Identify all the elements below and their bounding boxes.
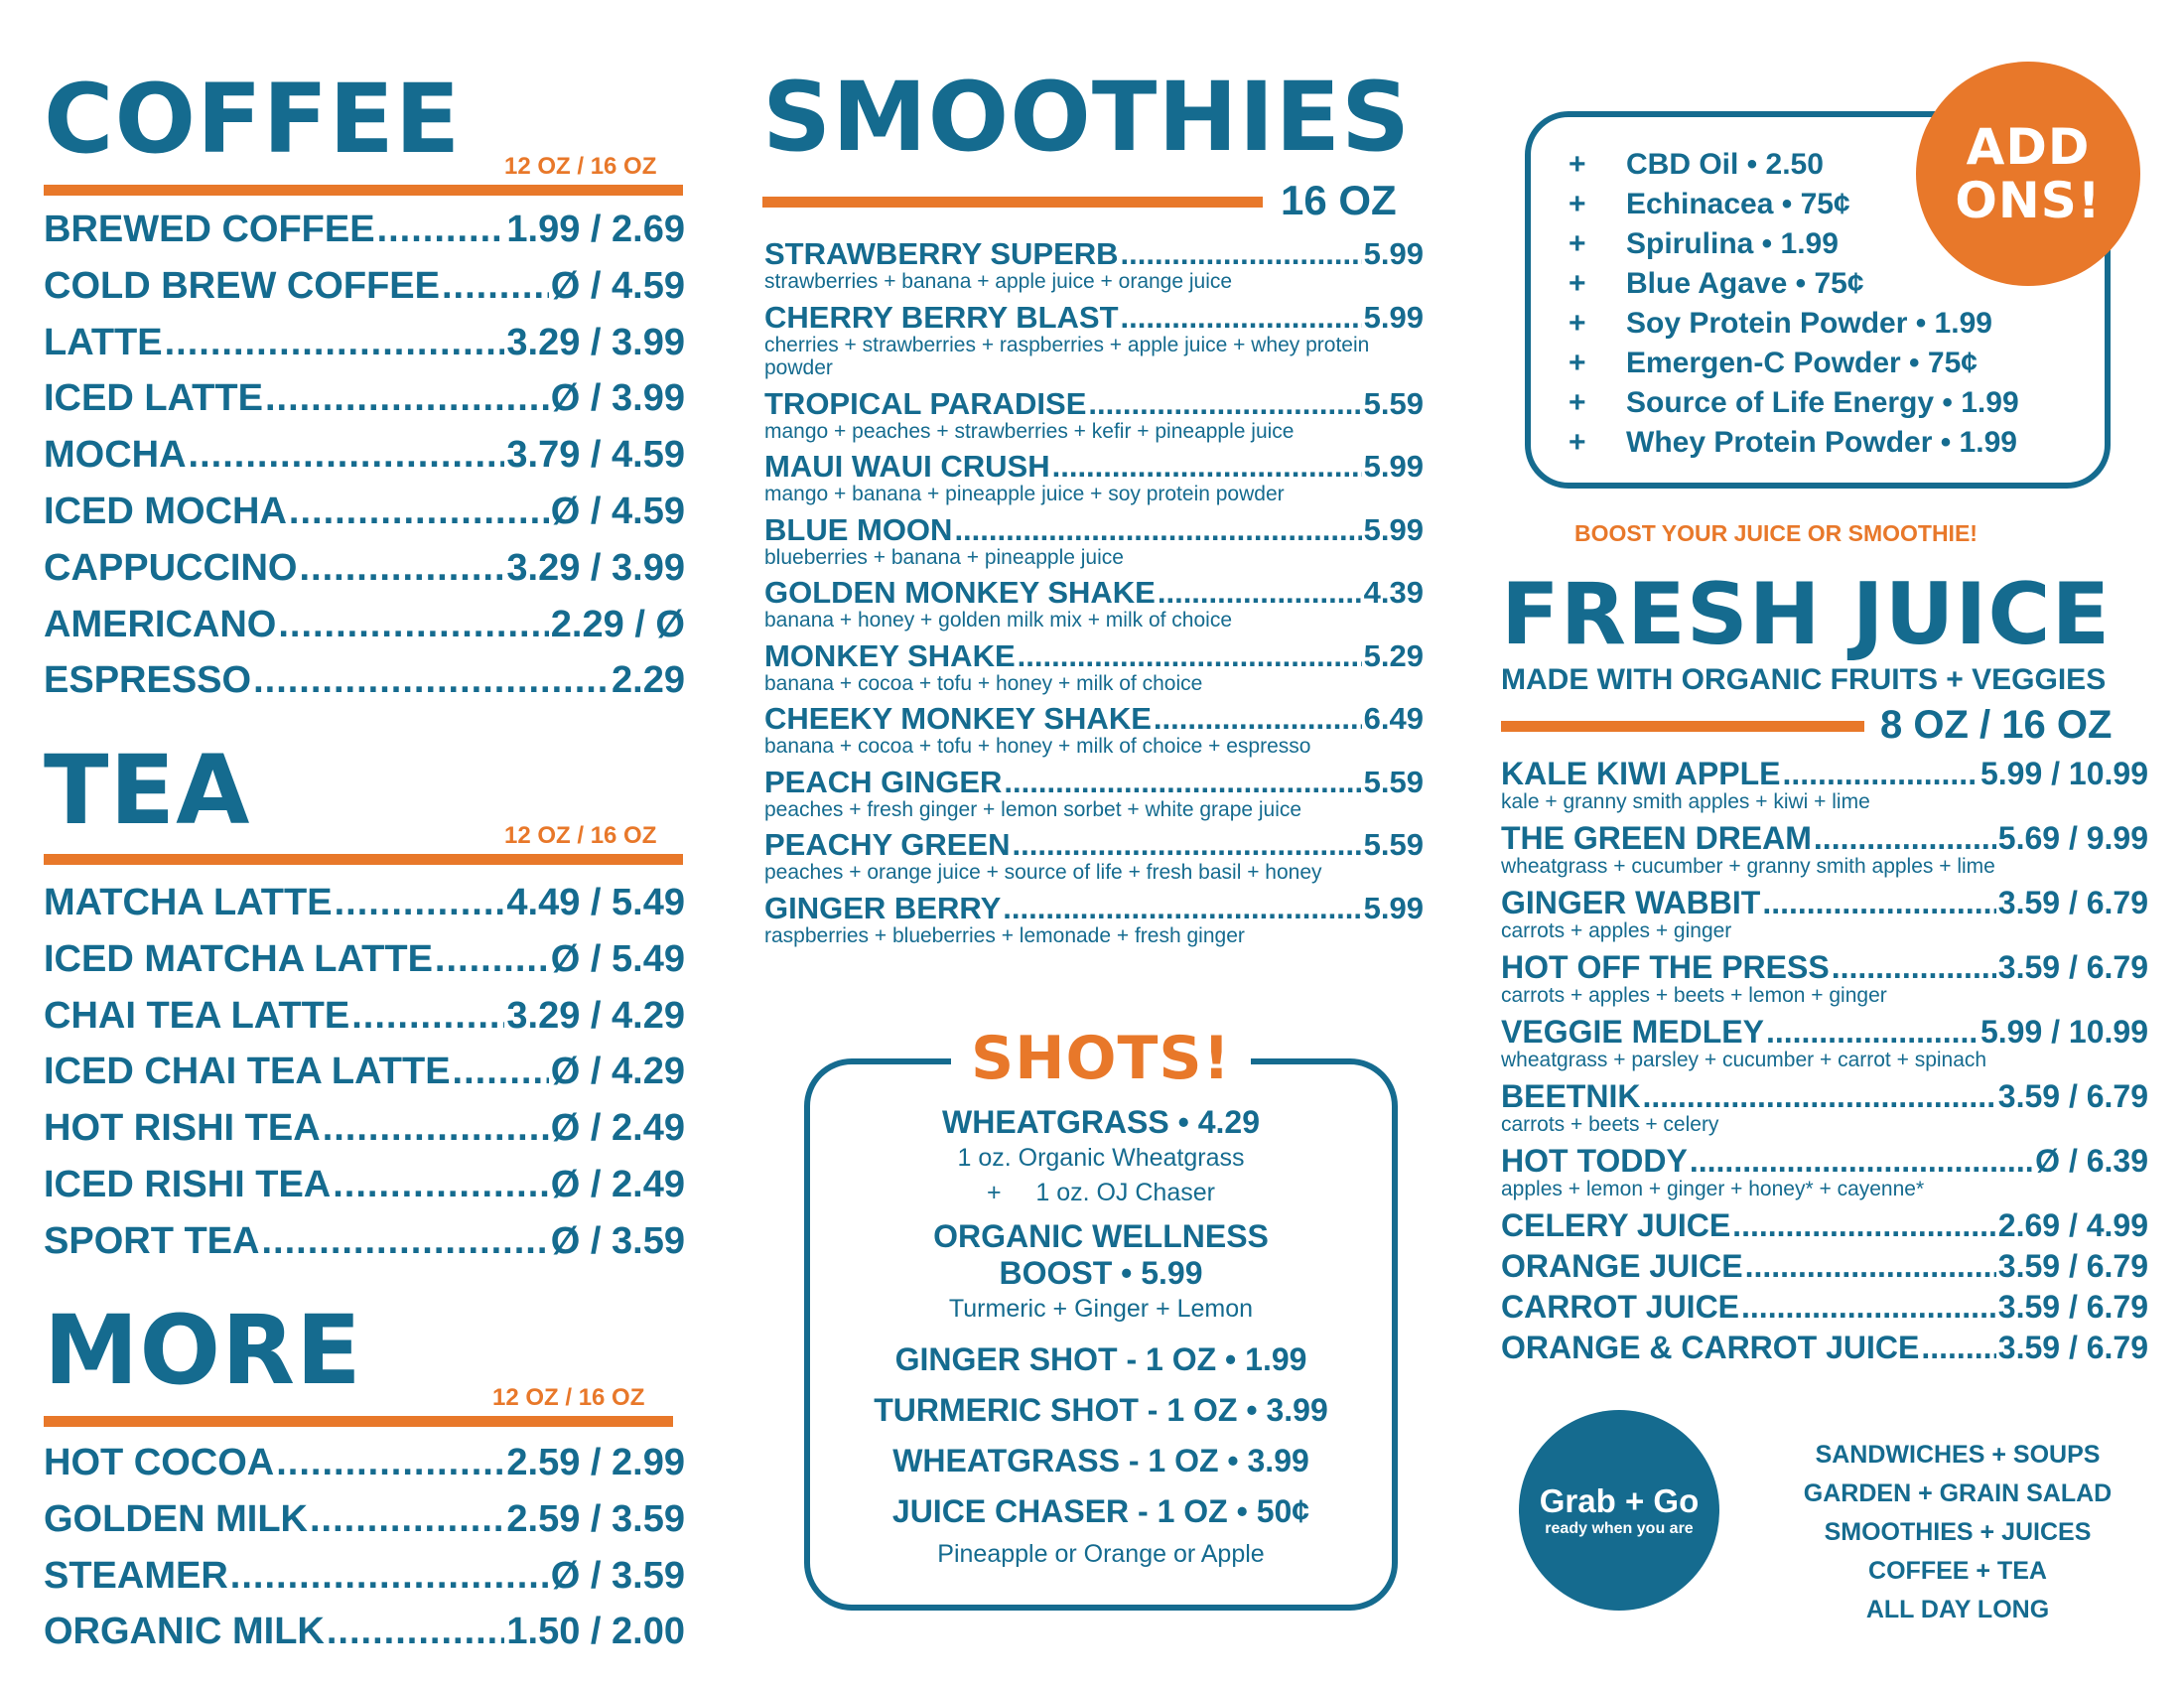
menu-item: ICED MATCHA LATTE ..... Ø / 5.49 (44, 938, 685, 995)
juice-chaser-shot: JUICE CHASER - 1 OZ • 50¢ (891, 1493, 1310, 1529)
tea-divider (44, 854, 683, 865)
smoothie-item: PEACHY GREEN ..... 5.59 peaches + orange juice + source of life + fresh basil + honey (764, 829, 1424, 893)
menu-item: HOT RISHI TEA ..... Ø / 2.49 (44, 1107, 685, 1164)
more-divider (44, 1416, 673, 1427)
smoothies-divider (762, 197, 1263, 208)
shots-heading: SHOTS! (971, 1024, 1231, 1093)
menu-item: MATCHA LATTE ..... 4.49 / 5.49 (44, 882, 685, 938)
tea-size-label: 12 OZ / 16 OZ (504, 822, 657, 849)
addon-item: + Source of Life Energy • 1.99 (1569, 386, 2019, 419)
juice-item: KALE KIWI APPLE ..... 5.99 / 10.99 kale + granny smith apples + kiwi + lime (1501, 757, 2148, 821)
grab-item: COFFEE + TEA (1868, 1557, 2047, 1585)
coffee-list (44, 209, 685, 716)
juice-list (1501, 757, 2148, 1371)
addon-item: + Echinacea • 75¢ (1569, 188, 1850, 220)
smoothie-item: PEACH GINGER ..... 5.59 peaches + fresh ginger + lemon sorbet + white grape juice (764, 767, 1424, 830)
smoothie-item: BLUE MOON ..... 5.99 blueberries + banana + pineapple juice (764, 514, 1424, 578)
fresh-juice-size-label: 8 OZ / 16 OZ (1880, 703, 2113, 747)
menu-item: CAPPUCCINO ..... 3.29 / 3.99 (44, 547, 685, 604)
addon-item: + Spirulina • 1.99 (1569, 227, 1839, 260)
menu-item: GOLDEN MILK ..... 2.59 / 3.59 (44, 1498, 685, 1555)
wellness-boost-line2: BOOST • 5.99 (999, 1255, 1203, 1291)
shots-title-wrap (951, 1021, 1251, 1096)
menu-item: BREWED COFFEE ..... 1.99 / 2.69 (44, 209, 685, 265)
wellness-boost-desc: Turmeric + Ginger + Lemon (948, 1295, 1254, 1323)
menu-item: ICED CHAI TEA LATTE ..... Ø / 4.29 (44, 1051, 685, 1107)
fresh-juice-heading: FRESH JUICE (1501, 565, 2112, 664)
grab-item: ALL DAY LONG (1865, 1596, 2050, 1623)
wheatgrass-shot-title: WHEATGRASS • 4.29 (942, 1104, 1260, 1140)
juice-item: HOT TODDY ..... Ø / 6.39 apples + lemon + ginger + honey* + cayenne* (1501, 1144, 2148, 1208)
fresh-juice-subtitle: MADE WITH ORGANIC FRUITS + VEGGIES (1501, 663, 2107, 696)
addon-item: + Emergen-C Powder • 75¢ (1569, 347, 1978, 379)
smoothie-item: TROPICAL PARADISE ..... 5.59 mango + peaches + strawberries + kefir + pineapple juice (764, 388, 1424, 452)
menu-item: HOT COCOA ..... 2.59 / 2.99 (44, 1442, 685, 1498)
wheatgrass-shot-chaser: + 1 oz. OJ Chaser (987, 1179, 1215, 1206)
smoothie-item: CHEEKY MONKEY SHAKE ..... 6.49 banana + cocoa + tofu + honey + milk of choice + espresso (764, 703, 1424, 767)
grab-item: SANDWICHES + SOUPS (1815, 1441, 2101, 1469)
menu-item: CHAI TEA LATTE ..... 3.29 / 4.29 (44, 995, 685, 1052)
menu-item: ESPRESSO ..... 2.29 (44, 659, 685, 716)
menu-item: COLD BREW COFFEE ..... Ø / 4.59 (44, 265, 685, 322)
menu-item: STEAMER ..... Ø / 3.59 (44, 1555, 685, 1612)
smoothie-item: STRAWBERRY SUPERB ..... 5.99 strawberries + banana + apple juice + orange juice (764, 238, 1424, 302)
tea-list (44, 882, 685, 1277)
coffee-heading: COFFEE (44, 64, 462, 175)
smoothie-item: MAUI WAUI CRUSH ..... 5.99 mango + banana + pineapple juice + soy protein powder (764, 451, 1424, 514)
juice-item: HOT OFF THE PRESS ..... 3.59 / 6.79 carrots + apples + beets + lemon + ginger (1501, 950, 2148, 1015)
addon-item: + Soy Protein Powder • 1.99 (1569, 307, 1992, 340)
juice-item: VEGGIE MEDLEY ..... 5.99 / 10.99 wheatgrass + parsley + cucumber + carrot + spinach (1501, 1015, 2148, 1079)
menu-item: ICED LATTE ..... Ø / 3.99 (44, 377, 685, 434)
smoothies-size-label: 16 OZ (1281, 177, 1397, 223)
grab-item: GARDEN + GRAIN SALAD (1803, 1479, 2113, 1507)
addon-item: + Blue Agave • 75¢ (1569, 267, 1864, 300)
juice-item: ORANGE JUICE ..... 3.59 / 6.79 (1501, 1249, 2148, 1290)
menu-item: ICED RISHI TEA ..... Ø / 2.49 (44, 1164, 685, 1220)
more-size-label: 12 OZ / 16 OZ (492, 1384, 645, 1411)
smoothie-item: GINGER BERRY ..... 5.99 raspberries + blueberries + lemonade + fresh ginger (764, 893, 1424, 956)
ginger-shot: GINGER SHOT - 1 OZ • 1.99 (894, 1341, 1307, 1377)
addons-badge: ADD ONS! (1916, 62, 2140, 286)
grab-item: SMOOTHIES + JUICES (1824, 1518, 2092, 1546)
menu-item: LATTE ..... 3.29 / 3.99 (44, 322, 685, 378)
smoothie-item: CHERRY BERRY BLAST ..... 5.99 cherries + strawberries + raspberries + apple juice + whey protein powder (764, 302, 1424, 388)
fresh-juice-divider (1501, 721, 1864, 732)
menu-item: ICED MOCHA ..... Ø / 4.59 (44, 491, 685, 547)
smoothie-list (764, 238, 1424, 955)
tea-heading: TEA (44, 735, 251, 846)
juice-item: GINGER WABBIT ..... 3.59 / 6.79 carrots + apples + ginger (1501, 886, 2148, 950)
juice-item: CELERY JUICE ..... 2.69 / 4.99 (1501, 1208, 2148, 1249)
menu-item: MOCHA ..... 3.79 / 4.59 (44, 434, 685, 491)
juice-item: BEETNIK ..... 3.59 / 6.79 carrots + beets + celery (1501, 1079, 2148, 1144)
grab-and-go-badge: Grab + Go ready when you are (1519, 1410, 1719, 1611)
wheatgrass-one-oz-shot: WHEATGRASS - 1 OZ • 3.99 (892, 1443, 1309, 1478)
boost-tagline: BOOST YOUR JUICE OR SMOOTHIE! (1574, 520, 1978, 546)
menu-item: AMERICANO ..... 2.29 / Ø (44, 604, 685, 660)
smoothie-item: MONKEY SHAKE ..... 5.29 banana + cocoa + tofu + honey + milk of choice (764, 640, 1424, 704)
menu-item: ORGANIC MILK ..... 1.50 / 2.00 (44, 1611, 685, 1667)
wellness-boost-line1: ORGANIC WELLNESS (933, 1218, 1269, 1254)
wheatgrass-shot-desc: 1 oz. Organic Wheatgrass (957, 1144, 1245, 1172)
juice-item: ORANGE & CARROT JUICE ..... 3.59 / 6.79 (1501, 1331, 2148, 1371)
shots-content (810, 1104, 1392, 1572)
coffee-size-label: 12 OZ / 16 OZ (504, 153, 657, 180)
smoothies-heading: SMOOTHIES (762, 62, 1412, 173)
turmeric-shot: TURMERIC SHOT - 1 OZ • 3.99 (874, 1392, 1328, 1428)
more-heading: MORE (44, 1295, 362, 1406)
smoothie-item: GOLDEN MONKEY SHAKE ..... 4.39 banana + honey + golden milk mix + milk of choice (764, 577, 1424, 640)
addon-item: + CBD Oil • 2.50 (1569, 148, 1824, 181)
addon-item: + Whey Protein Powder • 1.99 (1569, 426, 2017, 459)
juice-item: CARROT JUICE ..... 3.59 / 6.79 (1501, 1290, 2148, 1331)
coffee-divider (44, 185, 683, 196)
grab-and-go-list (1769, 1436, 2146, 1629)
more-list (44, 1442, 685, 1667)
juice-item: THE GREEN DREAM ..... 5.69 / 9.99 wheatgrass + cucumber + granny smith apples + lime (1501, 821, 2148, 886)
menu-item: SPORT TEA ..... Ø / 3.59 (44, 1220, 685, 1277)
juice-chaser-desc: Pineapple or Orange or Apple (937, 1540, 1265, 1568)
